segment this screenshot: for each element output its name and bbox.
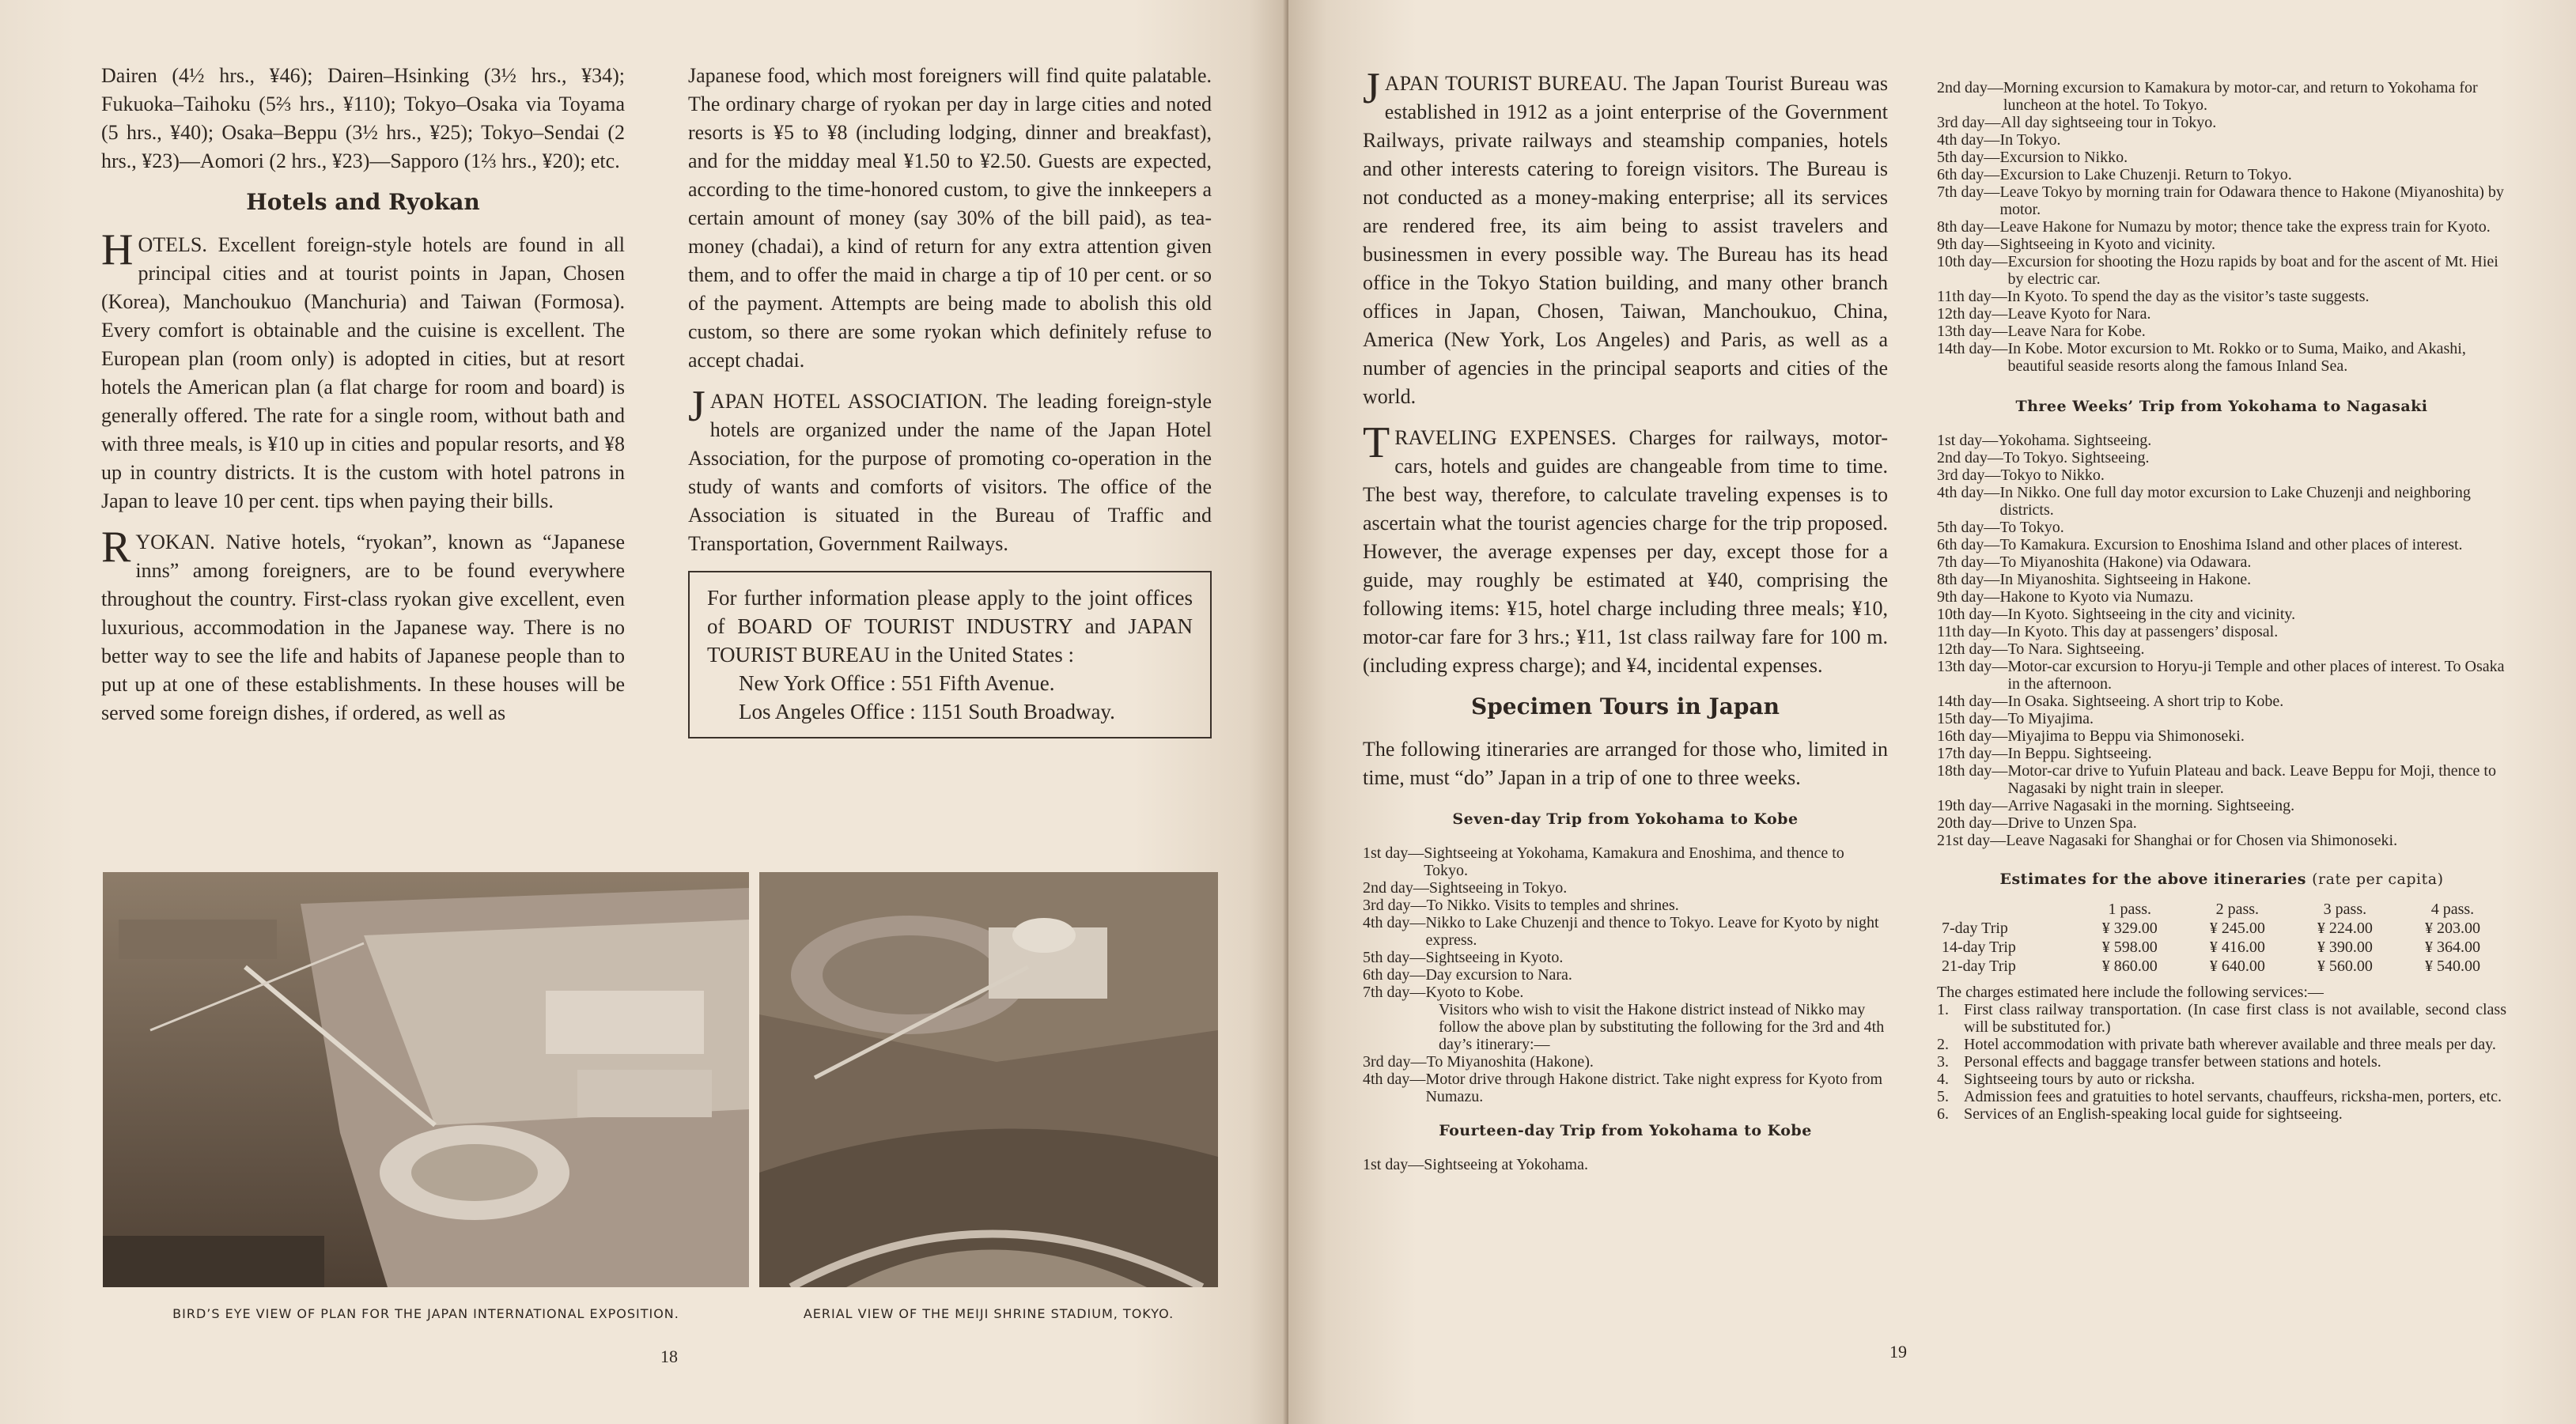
day-text: Sightseeing at Yokohama, Kamakura and Enoshima, and thence to Tokyo. bbox=[1424, 844, 1844, 879]
service-text: Services of an English-speaking local guide for sightseeing. bbox=[1964, 1105, 2343, 1123]
table-cell: ¥ 416.00 bbox=[2209, 939, 2265, 956]
day-text: Leave Nara for Kobe. bbox=[2007, 323, 2146, 340]
dropcap-t: T bbox=[1363, 418, 1390, 467]
day-text: To Miyanoshita (Hakone). bbox=[1426, 1053, 1594, 1071]
table-cell: ¥ 329.00 bbox=[2101, 920, 2158, 937]
table-cell: ¥ 245.00 bbox=[2209, 920, 2265, 937]
estimates-header-row bbox=[1937, 900, 2506, 919]
new-york-office: New York Office : 551 Fifth Avenue. bbox=[739, 671, 1055, 695]
service-item bbox=[1937, 1053, 2506, 1071]
page-19 bbox=[1288, 0, 2576, 1424]
itinerary-row bbox=[1363, 1053, 1888, 1071]
day-text: To Tokyo. Sightseeing. bbox=[2003, 449, 2150, 466]
tourist-bureau-text: APAN TOURIST BUREAU. The Japan Tourist Bureau was established in 1912 as a joint enterprise of the Government Railways, private railways and steamship companies, hotels and other interests catering to foreign visitors. The Bureau is not conducted as a money-making enterprise; all its services are rendered free, its aim being to assist travelers and businessmen in every possible way. The Bureau has its head office in the Tokyo Station building, and many other branch offices in Japan, Chosen, Taiwan, Manchoukuo, China, America (New York, Los Angeles) and Paris, as well as a number of agencies in the principal seaports and cities of the world. bbox=[1363, 72, 1888, 408]
header-cell: 3 pass. bbox=[2323, 901, 2367, 918]
itinerary-row bbox=[1363, 966, 1888, 984]
ryokan-text: YOKAN. Native hotels, “ryokan”, known as “Japanese inns” among foreigners, are to be found everywhere throughout the country. First-class ryokan give excellent, even luxurious, accommodation in the Japanese way. There is no better way to see the life and habits of Japanese people than to put up at one of these establishments. In these houses will be served some foreign dishes, if ordered, as well as bbox=[101, 531, 625, 724]
day-label: 11th day— bbox=[1937, 288, 2007, 305]
day-label: 3rd day— bbox=[1937, 114, 2001, 131]
table-cell: ¥ 224.00 bbox=[2317, 920, 2373, 937]
day-text: To Kamakura. Excursion to Enoshima Island and other places of interest. bbox=[1999, 536, 2463, 553]
fourteen-day-start bbox=[1363, 1156, 1888, 1173]
day-text: Sightseeing in Tokyo. bbox=[1428, 879, 1568, 897]
table-cell: 21-day Trip bbox=[1942, 958, 2016, 975]
day-text: Motor drive through Hakone district. Take night express for Kyoto from Numazu. bbox=[1425, 1071, 1882, 1105]
day-label: 6th day— bbox=[1937, 166, 2000, 183]
itinerary-row bbox=[1937, 710, 2506, 727]
service-text: First class railway transportation. (In case first class is not available, second class will be substituted for.) bbox=[1964, 1001, 2506, 1036]
itinerary-row bbox=[1363, 897, 1888, 914]
day-text: To Miyajima. bbox=[2007, 710, 2094, 727]
day-text: Sightseeing in Kyoto and vicinity. bbox=[1999, 236, 2216, 253]
seven-day-itinerary bbox=[1363, 844, 1888, 1105]
day-text: All day sightseeing tour in Tokyo. bbox=[2000, 114, 2217, 131]
itinerary-row bbox=[1363, 949, 1888, 966]
day-text: Arrive Nagasaki in the morning. Sightseeing. bbox=[2007, 797, 2295, 814]
day-text: In Osaka. Sightseeing. A short trip to Kobe. bbox=[2007, 693, 2284, 710]
service-number: 2. bbox=[1937, 1036, 1949, 1053]
day-text: Sightseeing in Kyoto. bbox=[1425, 949, 1564, 966]
itinerary-row bbox=[1363, 1156, 1888, 1173]
service-item bbox=[1937, 1001, 2506, 1036]
day-label: 2nd day— bbox=[1937, 449, 2003, 466]
day-label: 3rd day— bbox=[1937, 466, 2001, 484]
day-label: 4th day— bbox=[1937, 484, 2000, 501]
day-text: Motor-car excursion to Horyu-ji Temple and other places of interest. To Osaka in the afternoon. bbox=[2007, 658, 2505, 693]
itinerary-row bbox=[1937, 449, 2506, 466]
ryokan-continued-paragraph: Japanese food, which most foreigners will find quite palatable. The ordinary charge of ryokan per day in large cities and noted resorts is ¥5 to ¥8 (including lodging, dinner and breakfast), and for the midday meal ¥1.50 to ¥2.50. Guests are expected, according to the time-honored custom, to give the innkeepers a certain amount of money (say 30% of the bill paid), as tea-money (chadai), a kind of return for any extra attention given them, and to offer the maid in charge a tip of 10 per cent. or so of the payment. Attempts are being made to abolish this old custom, so there are some ryokan which definitely refuse to accept chadai. bbox=[688, 64, 1212, 372]
day-text: Kyoto to Kobe. bbox=[1425, 984, 1524, 1001]
day-text: In Beppu. Sightseeing. bbox=[2007, 745, 2152, 762]
day-text: To Nikko. Visits to temples and shrines. bbox=[1426, 897, 1679, 914]
day-text: Sightseeing at Yokohama. bbox=[1424, 1156, 1588, 1173]
hotels-text: OTELS. Excellent foreign-style hotels are found in all principal cities and at tourist points in Japan, Chosen (Korea), Manchoukuo (Manchuria) and Taiwan (Formosa). Every comfort is obtainable and the cuisine is excellent. The European plan (room only) is adopted in cities, but at resort hotels the American plan (a flat charge for room and board) is generally offered. The rate for a single room, without bath and with three meals, is ¥10 up in cities and popular resorts, and ¥8 up in country districts. It is the custom with hotel patrons in Japan to leave 10 per cent. tips when paying their bills. bbox=[101, 233, 625, 512]
hotels-paragraph bbox=[101, 225, 625, 516]
itinerary-row bbox=[1937, 149, 2506, 166]
day-label: 7th day— bbox=[1937, 183, 2000, 201]
itinerary-row bbox=[1937, 166, 2506, 183]
itinerary-row bbox=[1937, 131, 2506, 149]
service-text: Admission fees and gratuities to hotel servants, chauffeurs, ricksha-men, porters, etc. bbox=[1964, 1088, 2502, 1105]
table-cell: ¥ 364.00 bbox=[2424, 939, 2480, 956]
three-week-title: Three Weeks’ Trip from Yokohama to Nagasaki bbox=[2015, 398, 2428, 415]
itinerary-row bbox=[1937, 305, 2506, 323]
table-cell: ¥ 390.00 bbox=[2317, 939, 2373, 956]
itinerary-row bbox=[1937, 553, 2506, 571]
day-text: To Miyanoshita (Hakone) via Odawara. bbox=[1999, 553, 2252, 571]
estimates-title-text: Estimates for the above itineraries bbox=[1999, 871, 2306, 888]
day-label: 6th day— bbox=[1363, 966, 1426, 984]
dropcap-h: H bbox=[101, 225, 134, 274]
air-routes-paragraph: Dairen (4½ hrs., ¥46); Dairen–Hsinking (3½ hrs., ¥34); Fukuoka–Taihoku (5⅔ hrs., ¥110); Tokyo–Osaka via Toyama (5 hrs., ¥40); Osaka–Beppu (3½ hrs., ¥25); Tokyo–Sendai (2 hrs., ¥23)—Aomori (2 hrs., ¥23)—Sapporo (1⅔ hrs., ¥20); etc. bbox=[101, 64, 625, 172]
service-number: 3. bbox=[1937, 1053, 1949, 1071]
day-text: Nikko to Lake Chuzenji and thence to Tokyo. Leave for Kyoto by night express. bbox=[1425, 914, 1879, 949]
page-number-right: 19 bbox=[1889, 1342, 1907, 1362]
itinerary-row bbox=[1937, 693, 2506, 710]
day-text: In Kyoto. Sightseeing in the city and vicinity. bbox=[2007, 606, 2296, 623]
service-text: Personal effects and baggage transfer between stations and hotels. bbox=[1964, 1053, 2381, 1071]
day-text: Miyajima to Beppu via Shimonoseki. bbox=[2007, 727, 2245, 745]
day-text: To Tokyo. bbox=[1999, 519, 2064, 536]
stadium-aerial-image bbox=[759, 872, 1218, 1287]
day-label: 17th day— bbox=[1937, 745, 2008, 762]
itinerary-row bbox=[1937, 745, 2506, 762]
day-label: 3rd day— bbox=[1363, 1053, 1427, 1071]
estimates-table bbox=[1937, 900, 2506, 976]
day-text: In Tokyo. bbox=[1999, 131, 2061, 149]
day-label: 14th day— bbox=[1937, 340, 2008, 357]
itinerary-row bbox=[1363, 984, 1888, 1001]
service-item bbox=[1937, 1036, 2506, 1053]
day-label: 3rd day— bbox=[1363, 897, 1427, 914]
day-label: 1st day— bbox=[1363, 1156, 1424, 1173]
day-text: Excursion for shooting the Hozu rapids by boat and for the ascent of Mt. Hiei by electric car. bbox=[2007, 253, 2498, 288]
day-text: Leave Hakone for Numazu by motor; thence take the express train for Kyoto. bbox=[1999, 218, 2491, 236]
day-label: 10th day— bbox=[1937, 606, 2008, 623]
day-label: 1st day— bbox=[1937, 432, 1999, 449]
header-cell: 1 pass. bbox=[2108, 901, 2151, 918]
itinerary-row bbox=[1937, 288, 2506, 305]
day-text: Excursion to Nikko. bbox=[1999, 149, 2128, 166]
three-week-itinerary bbox=[1937, 432, 2506, 849]
services-intro: The charges estimated here include the following services:— bbox=[1937, 984, 2324, 1001]
day-label: 7th day— bbox=[1363, 984, 1426, 1001]
day-label: 1st day— bbox=[1363, 844, 1424, 862]
hotel-association-paragraph bbox=[688, 382, 1212, 558]
service-number: 6. bbox=[1937, 1105, 1949, 1123]
day-text: In Kyoto. To spend the day as the visitor’s taste suggests. bbox=[2007, 288, 2370, 305]
hotels-ryokan-heading: Hotels and Ryokan bbox=[246, 189, 480, 215]
day-text: Hakone to Kyoto via Numazu. bbox=[1999, 588, 2194, 606]
day-text: In Miyanoshita. Sightseeing in Hakone. bbox=[1999, 571, 2252, 588]
day-label: 5th day— bbox=[1937, 519, 2000, 536]
itinerary-row bbox=[1937, 814, 2506, 832]
left-column-2 bbox=[688, 62, 1212, 738]
day-label: 4th day— bbox=[1363, 914, 1426, 931]
day-text: Excursion to Lake Chuzenji. Return to Tokyo. bbox=[1999, 166, 2292, 183]
exposition-plan-image bbox=[103, 872, 749, 1287]
dropcap-r: R bbox=[101, 523, 131, 572]
hakone-alternative-note: Visitors who wish to visit the Hakone district instead of Nikko may follow the above plan by substituting the following for the 3rd and 4th day’s itinerary:— bbox=[1439, 1001, 1885, 1053]
service-item bbox=[1937, 1071, 2506, 1088]
day-label: 10th day— bbox=[1937, 253, 2008, 270]
table-cell: ¥ 860.00 bbox=[2101, 958, 2158, 975]
itinerary-row bbox=[1363, 1071, 1888, 1105]
table-cell: ¥ 560.00 bbox=[2317, 958, 2373, 975]
service-number: 1. bbox=[1937, 1001, 1949, 1018]
estimates-row bbox=[1937, 919, 2506, 938]
itinerary-row bbox=[1937, 727, 2506, 745]
day-text: In Kyoto. This day at passengers’ disposal. bbox=[2007, 623, 2279, 640]
estimates-row bbox=[1937, 957, 2506, 976]
itinerary-row bbox=[1937, 323, 2506, 340]
itinerary-row bbox=[1937, 832, 2506, 849]
day-label: 8th day— bbox=[1937, 218, 2000, 236]
itinerary-row bbox=[1937, 640, 2506, 658]
tours-intro: The following itineraries are arranged for those who, limited in time, must “do” Japan in a trip of one to three weeks. bbox=[1363, 738, 1888, 789]
itinerary-row bbox=[1937, 536, 2506, 553]
itinerary-row bbox=[1937, 588, 2506, 606]
ryokan-paragraph bbox=[101, 523, 625, 727]
service-text: Sightseeing tours by auto or ricksha. bbox=[1964, 1071, 2196, 1088]
included-services bbox=[1937, 984, 2506, 1123]
table-cell: ¥ 598.00 bbox=[2101, 939, 2158, 956]
dropcap-j2: J bbox=[1363, 64, 1380, 113]
itinerary-row bbox=[1937, 183, 2506, 218]
itinerary-row bbox=[1937, 571, 2506, 588]
itinerary-row bbox=[1363, 879, 1888, 897]
exposition-photo-caption: BIRD’S EYE VIEW OF PLAN FOR THE JAPAN INTERNATIONAL EXPOSITION. bbox=[172, 1306, 679, 1321]
itinerary-row bbox=[1363, 844, 1888, 879]
day-label: 5th day— bbox=[1937, 149, 2000, 166]
exposition-plan-photo bbox=[103, 872, 749, 1287]
contact-notice-box bbox=[688, 571, 1212, 738]
day-text: Tokyo to Nikko. bbox=[2000, 466, 2105, 484]
notice-text: For further information please apply to the joint offices of BOARD OF TOURIST INDUSTRY and JAPAN TOURIST BUREAU in the United States : bbox=[707, 586, 1193, 667]
itinerary-row bbox=[1937, 253, 2506, 288]
day-label: 11th day— bbox=[1937, 623, 2007, 640]
day-text: Leave Nagasaki for Shanghai or for Chosen via Shimonoseki. bbox=[2006, 832, 2398, 849]
day-label: 8th day— bbox=[1937, 571, 2000, 588]
day-label: 20th day— bbox=[1937, 814, 2008, 832]
day-label: 14th day— bbox=[1937, 693, 2008, 710]
day-label: 2nd day— bbox=[1937, 79, 2003, 96]
travel-expenses-text: RAVELING EXPENSES. Charges for railways, motor-cars, hotels and guides are changeable from time to time. The best way, therefore, to calculate traveling expenses is to ascertain what the tourist agencies charge for the trip proposed. However, the average expenses per day, except those for a guide, may roughly be estimated at ¥40, comprising the following items: ¥15, hotel charge including three meals; ¥10, motor-car fare for 3 hrs.; ¥11, 1st class railway fare for 100 m. (including express charge); and ¥4, incidental expenses. bbox=[1363, 426, 1888, 677]
header-cell: 4 pass. bbox=[2430, 901, 2475, 918]
seven-day-title: Seven-day Trip from Yokohama to Kobe bbox=[1452, 810, 1799, 828]
service-number: 5. bbox=[1937, 1088, 1949, 1105]
day-text: Day excursion to Nara. bbox=[1425, 966, 1572, 984]
itinerary-row bbox=[1937, 623, 2506, 640]
header-cell bbox=[1937, 900, 2076, 919]
tourist-bureau-paragraph bbox=[1363, 64, 1888, 411]
day-label: 4th day— bbox=[1937, 131, 2000, 149]
day-label: 15th day— bbox=[1937, 710, 2008, 727]
day-label: 2nd day— bbox=[1363, 879, 1429, 897]
itinerary-row bbox=[1937, 340, 2506, 375]
estimates-row bbox=[1937, 938, 2506, 957]
table-cell: ¥ 203.00 bbox=[2424, 920, 2480, 937]
day-text: In Nikko. One full day motor excursion to Lake Chuzenji and neighboring districts. bbox=[1999, 484, 2471, 519]
day-label: 18th day— bbox=[1937, 762, 2008, 780]
itinerary-row bbox=[1937, 797, 2506, 814]
table-cell: 14-day Trip bbox=[1942, 939, 2016, 956]
day-label: 19th day— bbox=[1937, 797, 2008, 814]
day-text: Leave Kyoto for Nara. bbox=[2007, 305, 2151, 323]
day-label: 13th day— bbox=[1937, 658, 2008, 675]
day-label: 5th day— bbox=[1363, 949, 1426, 966]
day-label: 9th day— bbox=[1937, 236, 2000, 253]
left-column-1 bbox=[101, 62, 625, 740]
day-label: 6th day— bbox=[1937, 536, 2000, 553]
day-label: 4th day— bbox=[1363, 1071, 1426, 1088]
travel-expenses-paragraph bbox=[1363, 418, 1888, 680]
itinerary-row bbox=[1937, 658, 2506, 693]
day-text: To Nara. Sightseeing. bbox=[2007, 640, 2145, 658]
stadium-photo bbox=[759, 872, 1218, 1287]
itinerary-row bbox=[1937, 218, 2506, 236]
day-label: 21st day— bbox=[1937, 832, 2007, 849]
itinerary-row bbox=[1937, 236, 2506, 253]
stadium-photo-caption: AERIAL VIEW OF THE MEIJI SHRINE STADIUM, TOKYO. bbox=[803, 1306, 1175, 1321]
itinerary-row bbox=[1937, 432, 2506, 449]
header-cell: 2 pass. bbox=[2215, 901, 2260, 918]
fourteen-day-itinerary bbox=[1937, 79, 2506, 375]
itinerary-row bbox=[1937, 606, 2506, 623]
day-text: In Kobe. Motor excursion to Mt. Rokko or to Suma, Maiko, and Akashi, beautiful seaside resorts along the famous Inland Sea. bbox=[2007, 340, 2466, 375]
page-number-left: 18 bbox=[660, 1347, 678, 1366]
day-text: Motor-car drive to Yufuin Plateau and back. Leave Beppu for Moji, thence to Nagasaki by night train in sleeper. bbox=[2007, 762, 2496, 797]
itinerary-row bbox=[1937, 762, 2506, 797]
table-cell: 7-day Trip bbox=[1942, 920, 2008, 937]
table-cell: ¥ 540.00 bbox=[2424, 958, 2480, 975]
service-text: Hotel accommodation with private bath wherever available and three meals per day. bbox=[1964, 1036, 2496, 1053]
itinerary-row bbox=[1937, 114, 2506, 131]
day-text: Drive to Unzen Spa. bbox=[2007, 814, 2137, 832]
day-label: 16th day— bbox=[1937, 727, 2008, 745]
day-text: Morning excursion to Kamakura by motor-car, and return to Yokohama for luncheon at the hotel. To Tokyo. bbox=[2003, 79, 2478, 114]
day-label: 13th day— bbox=[1937, 323, 2008, 340]
los-angeles-office: Los Angeles Office : 1151 South Broadway. bbox=[739, 700, 1115, 723]
right-column-1 bbox=[1363, 64, 1888, 1173]
right-column-2 bbox=[1937, 79, 2506, 1123]
specimen-tours-heading: Specimen Tours in Japan bbox=[1471, 693, 1780, 720]
day-text: Yokohama. Sightseeing. bbox=[1998, 432, 2152, 449]
day-label: 12th day— bbox=[1937, 640, 2008, 658]
service-item bbox=[1937, 1105, 2506, 1123]
day-label: 12th day— bbox=[1937, 305, 2008, 323]
estimates-subtitle: (rate per capita) bbox=[2312, 871, 2444, 888]
service-item bbox=[1937, 1088, 2506, 1105]
hotel-association-text: APAN HOTEL ASSOCIATION. The leading foreign-style hotels are organized under the name of the Japan Hotel Association, for the purpose of promoting co-operation in the study of wants and comforts of visitors. The office of the Association is situated in the Bureau of Traffic and Transportation, Government Railways. bbox=[688, 390, 1212, 555]
itinerary-row bbox=[1937, 466, 2506, 484]
estimates-title bbox=[1937, 865, 2506, 893]
dropcap-j: J bbox=[688, 382, 705, 431]
itinerary-row bbox=[1937, 484, 2506, 519]
table-cell: ¥ 640.00 bbox=[2209, 958, 2265, 975]
day-text: Leave Tokyo by morning train for Odawara thence to Hakone (Miyanoshita) by motor. bbox=[1999, 183, 2504, 218]
itinerary-row bbox=[1937, 519, 2506, 536]
day-label: 7th day— bbox=[1937, 553, 2000, 571]
day-label: 9th day— bbox=[1937, 588, 2000, 606]
service-number: 4. bbox=[1937, 1071, 1949, 1088]
itinerary-row bbox=[1937, 79, 2506, 114]
fourteen-day-title: Fourteen-day Trip from Yokohama to Kobe bbox=[1439, 1122, 1812, 1139]
itinerary-row bbox=[1363, 914, 1888, 949]
